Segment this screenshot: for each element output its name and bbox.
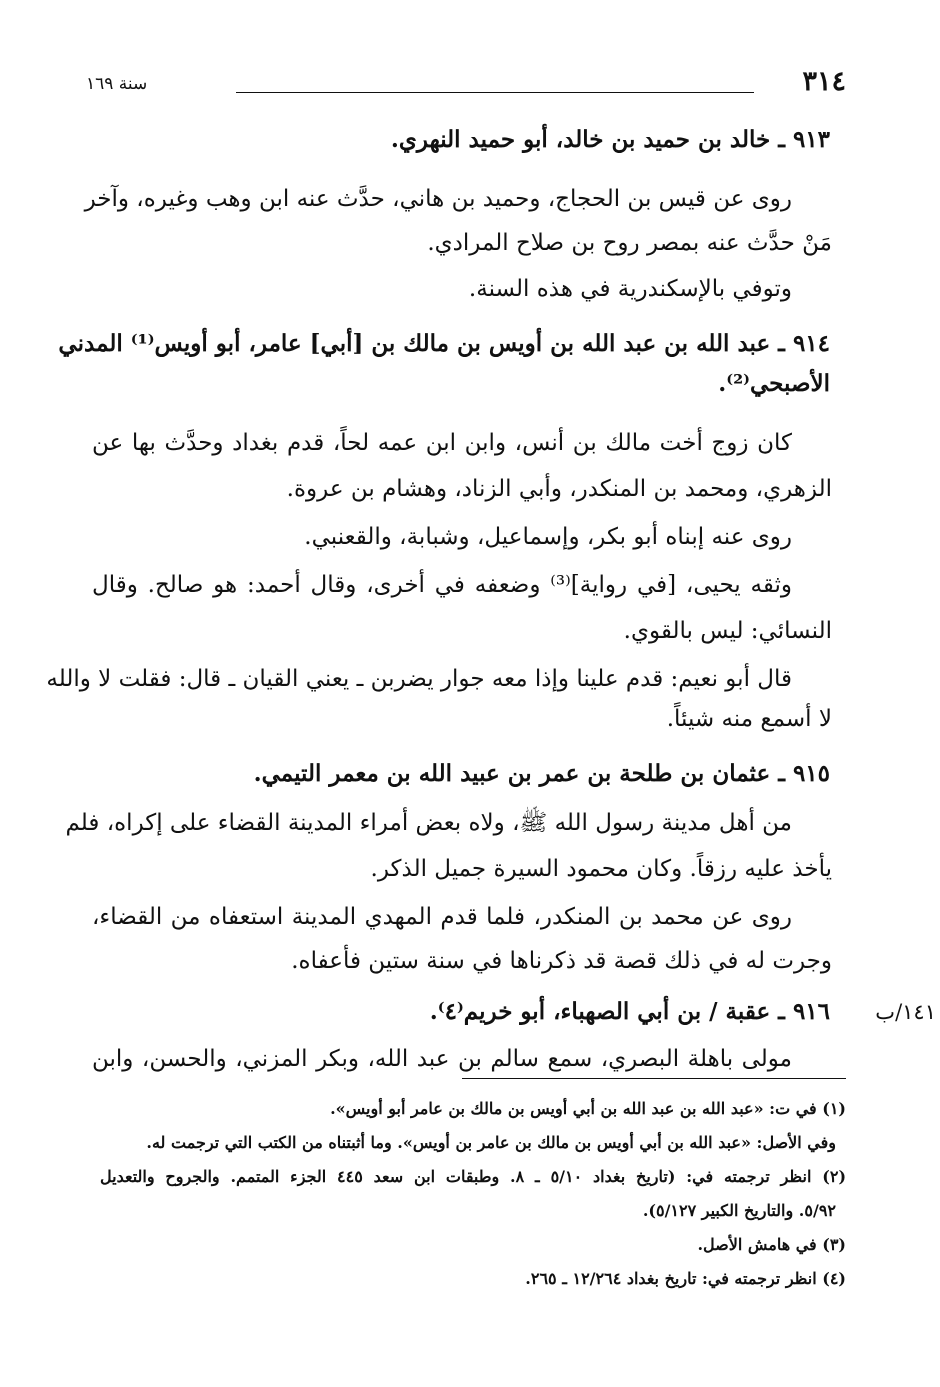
footnote: (٤) انظر ترجمته في: تاريخ بغداد ١٢/٢٦٤ ـ ٢٦٥. (525, 1269, 846, 1288)
entry-915-text-line: يأخذ عليه رزقاً. وكان محمود السيرة جميل الذكر. (370, 856, 832, 882)
entry-914-text-line: قال أبو نعيم: قدم علينا وإذا معه جوار يضربن ـ يعني القيان ـ قال: فقلت لا والله (46, 666, 792, 692)
entry-914-text-line: لا أسمع منه شيئاً. (666, 706, 832, 732)
header-year: سنة ١٦٩ (86, 74, 148, 94)
footnote: (١) في ت: «عبد الله بن عبد الله بن أبي أويس بن مالك بن عامر أبو أويس». (330, 1099, 846, 1118)
entry-916-title: ٩١٦ ـ عقبة / بن أبي الصهباء، أبو خريم⁽٤⁾. (429, 998, 830, 1025)
footnote: ٥/٩٢. والتاريخ الكبير ٥/١٢٧). (642, 1201, 836, 1220)
entry-914-title: ٩١٤ ـ عبد الله بن عبد الله بن أويس بن مالك بن [أبي] عامر، أبو أويس⁽¹⁾ المدني (58, 330, 830, 357)
entry-913-title: ٩١٣ ـ خالد بن حميد بن خالد، أبو حميد النهري. (390, 126, 830, 153)
entry-913-text-line: وتوفي بالإسكندرية في هذه السنة. (468, 276, 792, 302)
entry-915-text-line: من أهل مدينة رسول الله ﷺ، ولاه بعض أمراء المدينة القضاء على إكراه، فلم (65, 810, 792, 836)
entry-914-text-line: كان زوج أخت مالك بن أنس، وابن ابن عمه لحاً، قدم بغداد وحدَّث بها عن (92, 430, 792, 456)
page-number: ٣١٤ (802, 66, 846, 97)
running-header (86, 66, 846, 106)
margin-folio-note: ١٤١/ب (875, 1000, 936, 1024)
entry-916-text-line: مولى باهلة البصري، سمع سالم بن عبد الله، وبكر المزني، والحسن، وابن (92, 1046, 792, 1072)
entry-915-text-line: روى عن محمد بن المنكدر، فلما قدم المهدي المدينة استعفاه من القضاء، (92, 904, 792, 930)
entry-914-text-line: الزهري، ومحمد بن المنكدر، وأبي الزناد، وهشام بن عروة. (286, 476, 832, 502)
entry-915-title: ٩١٥ ـ عثمان بن طلحة بن عمر بن عبيد الله بن معمر التيمي. (253, 760, 830, 787)
entry-914-text-line: النسائي: ليس بالقوي. (623, 618, 832, 644)
entry-913-text-line: روى عن قيس بن الحجاج، وحميد بن هاني، حدَّث عنه ابن وهب وغيره، وآخر (84, 186, 792, 212)
entry-913-text-line: مَنْ حدَّث عنه بمصر روح بن صلاح المرادي. (427, 230, 832, 256)
entry-915-text-line: وجرت له في ذلك قصة قد ذكرناها في سنة ستين فأعفاه. (291, 948, 832, 974)
entry-914-title: الأصبحي⁽²⁾. (718, 370, 830, 397)
footnote-separator (462, 1078, 846, 1079)
footnote: (٢) انظر ترجمته في: (تاريخ بغداد ٥/١٠ ـ ٨. وطبقات ابن سعد ٤٤٥ الجزء المتمم. والجروح والتعديل (100, 1167, 847, 1186)
header-rule (236, 92, 754, 93)
footnote: وفي الأصل: «عبد الله بن أبي أويس بن مالك بن عامر بن أويس». وما أثبتناه من الكتب التي ترجمت له. (146, 1133, 836, 1152)
entry-914-text-line: وثقه يحيى، [في رواية]⁽³⁾ وضعفه في أخرى، وقال أحمد: هو صالح. وقال (92, 572, 792, 598)
footnote: (٣) في هامش الأصل. (697, 1235, 846, 1254)
entry-914-text-line: روى عنه إبناه أبو بكر، وإسماعيل، وشبابة، والقعنبي. (304, 524, 792, 550)
